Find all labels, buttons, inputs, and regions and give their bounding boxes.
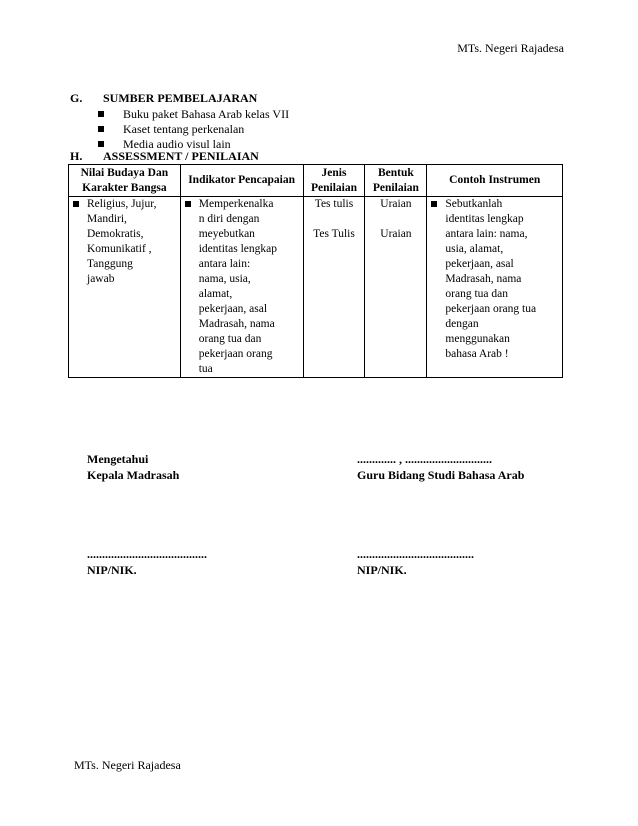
assessment-table — [68, 164, 563, 378]
signature-left-block — [87, 451, 179, 483]
page-footer: MTs. Negeri Rajadesa — [74, 758, 181, 772]
bentuk-text-2: Uraian — [380, 228, 412, 240]
indikator-text: Memperkenalka n diri dengan meyebutkan identitas lengkap antara lain: nama, usia, alamat, pekerjaan, asal Madrasah, nama orang tua dan pekerjaan orang tua — [198, 198, 277, 375]
signature-left-line1: Mengetahui — [87, 452, 149, 466]
signature-left-nip: NIP/NIK. — [87, 563, 137, 577]
bullet-icon — [185, 201, 191, 207]
signature-right-nip: NIP/NIK. — [357, 563, 407, 577]
list-item-text: Buku paket Bahasa Arab kelas VII — [123, 107, 290, 121]
table-header-row — [69, 165, 563, 197]
signature-right-dots: ....................................... — [357, 547, 474, 561]
list-item — [98, 122, 289, 137]
bullet-icon — [431, 201, 437, 207]
learning-sources-list — [98, 107, 289, 152]
section-g-letter: G. — [70, 91, 83, 105]
contoh-text: Sebutkanlah identitas lengkap antara lain: nama, usia, alamat, pekerjaan, asal Madrasah, nama orang tua dan pekerjaan orang tua dengan menggunakan bahasa Arab ! — [445, 198, 537, 360]
table-row — [69, 197, 563, 378]
list-item-text: Kaset tentang perkenalan — [123, 122, 245, 136]
section-g-title: SUMBER PEMBELAJARAN — [103, 91, 258, 105]
cell-indikator — [180, 197, 303, 378]
list-item-text: Media audio visul lain — [123, 137, 231, 151]
header-jenis: Jenis Penilaian — [303, 165, 365, 197]
header-indikator: Indikator Pencapaian — [180, 165, 303, 197]
signature-right-name — [357, 546, 474, 578]
cell-bentuk — [365, 197, 427, 378]
cell-nilai — [69, 197, 181, 378]
section-h-letter: H. — [70, 149, 83, 163]
page-header: MTs. Negeri Rajadesa — [457, 41, 564, 55]
signature-left-name — [87, 546, 207, 578]
signature-right-block — [357, 451, 524, 483]
nilai-text: Religius, Jujur, Mandiri, Demokratis, Komunikatif , Tanggung jawab — [87, 198, 157, 285]
section-h-title: ASSESSMENT / PENILAIAN — [103, 149, 259, 163]
cell-jenis — [303, 197, 365, 378]
bullet-icon — [98, 126, 104, 132]
bullet-icon — [98, 111, 104, 117]
header-nilai: Nilai Budaya Dan Karakter Bangsa — [69, 165, 181, 197]
signature-left-dots: ........................................ — [87, 547, 207, 561]
header-contoh: Contoh Instrumen — [427, 165, 563, 197]
jenis-text-1: Tes tulis — [314, 198, 354, 210]
signature-right-line2: Guru Bidang Studi Bahasa Arab — [357, 468, 525, 482]
signature-left-line2: Kepala Madrasah — [87, 468, 180, 482]
cell-contoh — [427, 197, 563, 378]
section-h-heading — [70, 149, 259, 164]
bentuk-text-1: Uraian — [380, 198, 412, 210]
list-item — [98, 107, 289, 122]
header-bentuk: Bentuk Penilaian — [365, 165, 427, 197]
jenis-text-2: Tes Tulis — [313, 228, 355, 240]
bullet-icon — [73, 201, 79, 207]
section-g-heading — [70, 91, 257, 106]
signature-right-line1: ............. , ............................. — [357, 452, 492, 466]
bullet-icon — [98, 141, 104, 147]
